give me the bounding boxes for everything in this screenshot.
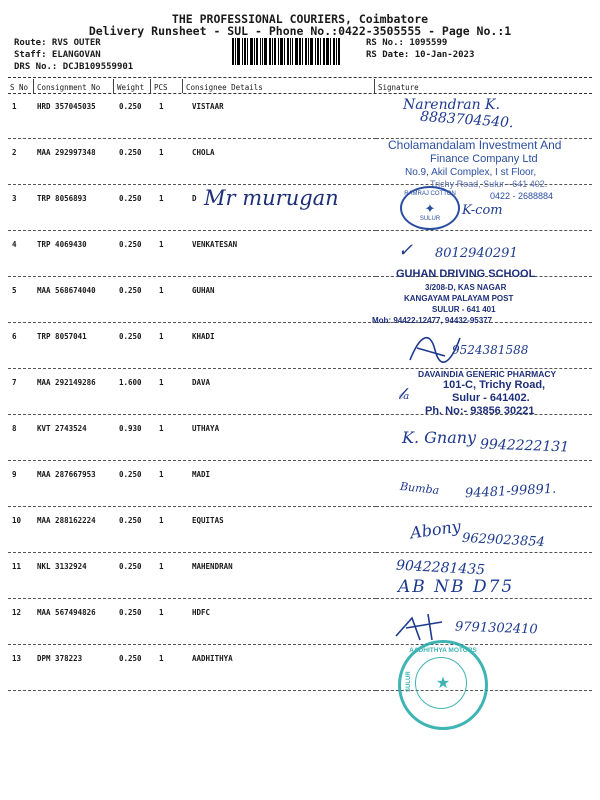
dava-stamp-line2: 101-C, Trichy Road, <box>443 379 546 391</box>
col-weight: Weight <box>117 83 145 92</box>
cell-consignee: KHADI <box>192 332 215 341</box>
dava-stamp-line4: Ph. No:- 93856 30221 <box>425 405 535 417</box>
chola-stamp-line1: Cholamandalam Investment And <box>388 138 562 152</box>
row-separator <box>8 276 376 277</box>
guhan-stamp-line4: SULUR - 641 401 <box>432 305 496 314</box>
cell-pcs: 1 <box>159 378 164 387</box>
row-separator <box>8 644 376 645</box>
row-separator <box>8 414 376 415</box>
handwritten-mark: ✓ <box>398 240 414 261</box>
signature-separator <box>376 506 592 507</box>
signature-separator <box>376 230 592 231</box>
header-divider <box>182 79 183 93</box>
handwritten-code: AB NB D75 <box>398 577 515 597</box>
cell-sno: 10 <box>12 516 22 525</box>
signature-separator <box>376 598 592 599</box>
dava-stamp-line3: Sulur - 641402. <box>452 392 530 404</box>
col-consignee: Consignee Details <box>186 83 263 92</box>
cell-weight: 0.250 <box>119 148 142 157</box>
cell-weight: 0.250 <box>119 470 142 479</box>
cell-sno: 2 <box>12 148 17 157</box>
cell-pcs: 1 <box>159 654 164 663</box>
row-separator <box>8 460 376 461</box>
handwritten-phone: 9629023854 <box>461 530 546 551</box>
ramraj-seal-bottom: SULUR <box>419 216 441 222</box>
signature-separator <box>376 552 592 553</box>
cell-consignment: TRP 8057041 <box>37 332 87 341</box>
handwritten-sign: K-com <box>462 203 503 218</box>
row-separator <box>8 138 376 139</box>
cell-consignment: TRP 8056893 <box>37 194 87 203</box>
cell-consignee: CHOLA <box>192 148 215 157</box>
cell-consignment: MAA 568674040 <box>37 286 96 295</box>
aadhithya-seal-text: AADHITHYA MOTORS <box>409 647 477 654</box>
handwritten-phone: 94481-99891. <box>464 481 557 502</box>
cell-pcs: 1 <box>159 332 164 341</box>
aadhithya-seal-star-icon: ★ <box>435 675 451 692</box>
chola-stamp-line3: No.9, Akil Complex, I st Floor, <box>405 167 537 178</box>
col-signature: Signature <box>378 83 419 92</box>
cell-sno: 9 <box>12 470 17 479</box>
handwritten-phone: 9942222131 <box>479 436 570 456</box>
dava-stamp-line1: DAVAINDIA GENERIC PHARMACY <box>418 369 557 379</box>
cell-consignee: D <box>192 194 197 203</box>
handwritten-mark: 𝓁ₐ <box>398 384 410 403</box>
cell-consignment: MAA 292149286 <box>37 378 96 387</box>
cell-consignment: KVT 2743524 <box>37 424 87 433</box>
cell-weight: 0.250 <box>119 286 142 295</box>
header-divider <box>113 79 114 93</box>
guhan-stamp-line5: Mob: 94422-12477, 94432-95377 <box>372 316 493 325</box>
col-consignment: Consignment No <box>37 83 101 92</box>
cell-pcs: 1 <box>159 148 164 157</box>
guhan-stamp-line2: 3/208-D, KAS NAGAR <box>425 283 507 292</box>
handwritten-sign: K. Gnany <box>402 428 477 447</box>
cell-sno: 4 <box>12 240 17 249</box>
cell-pcs: 1 <box>159 102 164 111</box>
cell-consignment: HRD 357045035 <box>37 102 96 111</box>
header-divider <box>150 79 151 93</box>
handwritten-sign: Abony <box>408 516 462 543</box>
cell-weight: 0.250 <box>119 102 142 111</box>
handwritten-phone: 9524381588 <box>452 343 529 357</box>
cell-sno: 6 <box>12 332 17 341</box>
row-separator <box>8 230 376 231</box>
handwritten-name: Mr murugan <box>204 186 339 210</box>
chola-stamp-line4: Trichy Road, Sulur - 641 402. <box>430 179 548 189</box>
row-separator <box>8 506 376 507</box>
cell-weight: 0.250 <box>119 562 142 571</box>
cell-consignment: DPM 378223 <box>37 654 83 663</box>
guhan-stamp-line3: KANGAYAM PALAYAM POST <box>404 294 514 303</box>
cell-consignment: MAA 567494826 <box>37 608 96 617</box>
cell-consignee: VISTAAR <box>192 102 224 111</box>
cell-weight: 1.600 <box>119 378 142 387</box>
barcode <box>232 38 360 65</box>
header-divider <box>374 79 375 93</box>
row-separator <box>8 184 376 185</box>
handwritten-phone: 8883704540. <box>419 108 514 132</box>
staff-label: Staff: ELANGOVAN <box>14 50 101 60</box>
cell-pcs: 1 <box>159 194 164 203</box>
cell-pcs: 1 <box>159 562 164 571</box>
signature-separator <box>376 460 592 461</box>
signature-scribble <box>392 610 452 644</box>
chola-stamp-line2: Finance Company Ltd <box>430 153 538 165</box>
chola-stamp-line5: 0422 - 2688884 <box>490 191 554 201</box>
cell-weight: 0.250 <box>119 240 142 249</box>
cell-consignment: MAA 292997348 <box>37 148 96 157</box>
cell-pcs: 1 <box>159 608 164 617</box>
header-divider <box>33 79 34 93</box>
cell-consignee: DAVA <box>192 378 211 387</box>
ramraj-seal-text: RAMRAJ COTTON <box>404 191 456 197</box>
cell-sno: 13 <box>12 654 22 663</box>
rs-date: RS Date: 10-Jan-2023 <box>366 50 475 60</box>
cell-sno: 11 <box>12 562 22 571</box>
handwritten-sign: Bumba <box>399 479 440 498</box>
cell-sno: 12 <box>12 608 22 617</box>
cell-sno: 1 <box>12 102 17 111</box>
cell-consignment: NKL 3132924 <box>37 562 87 571</box>
cell-consignee: MAHENDRAN <box>192 562 233 571</box>
cell-consignee: GUHAN <box>192 286 215 295</box>
cell-consignee: UTHAYA <box>192 424 220 433</box>
ramraj-logo-icon: ✦ <box>424 201 436 216</box>
cell-pcs: 1 <box>159 424 164 433</box>
cell-consignee: EQUITAS <box>192 516 224 525</box>
col-pcs: PCS <box>154 83 168 92</box>
handwritten-phone: 8012940291 <box>435 246 518 261</box>
cell-sno: 5 <box>12 286 17 295</box>
cell-sno: 3 <box>12 194 17 203</box>
cell-consignee: AADHITHYA <box>192 654 233 663</box>
cell-pcs: 1 <box>159 470 164 479</box>
cell-weight: 0.250 <box>119 194 142 203</box>
cell-consignment: TRP 4069430 <box>37 240 87 249</box>
cell-sno: 7 <box>12 378 17 387</box>
runsheet-title: Delivery Runsheet - SUL - Phone No.:0422-3505555 - Page No.:1 <box>88 24 512 38</box>
cell-sno: 8 <box>12 424 17 433</box>
row-separator <box>8 690 376 691</box>
col-sno: S No <box>10 83 29 92</box>
row-separator <box>8 322 376 323</box>
cell-pcs: 1 <box>159 516 164 525</box>
row-separator <box>8 552 376 553</box>
cell-weight: 0.250 <box>119 516 142 525</box>
drs-number: DRS No.: DCJB109559901 <box>14 62 134 72</box>
cell-consignee: HDFC <box>192 608 211 617</box>
handwritten-phone: 9042281435 <box>395 557 486 579</box>
row-separator <box>8 368 376 369</box>
handwritten-name: Narendran K. <box>403 97 500 113</box>
route-label: Route: RVS OUTER <box>14 38 101 48</box>
cell-consignment: MAA 287667953 <box>37 470 96 479</box>
cell-pcs: 1 <box>159 240 164 249</box>
rs-number: RS No.: 1095599 <box>366 38 448 48</box>
cell-pcs: 1 <box>159 286 164 295</box>
cell-weight: 0.250 <box>119 332 142 341</box>
cell-weight: 0.930 <box>119 424 142 433</box>
cell-consignee: VENKATESAN <box>192 240 238 249</box>
company-title: THE PROFESSIONAL COURIERS, Coimbatore <box>171 12 429 26</box>
handwritten-phone: 9791302410 <box>454 619 538 638</box>
table-row <box>0 646 600 692</box>
guhan-stamp-line1: GUHAN DRIVING SCHOOL <box>396 268 536 280</box>
ramraj-seal <box>400 186 460 230</box>
cell-consignment: MAA 288162224 <box>37 516 96 525</box>
header-rule-top <box>8 77 592 78</box>
row-separator <box>8 598 376 599</box>
cell-weight: 0.250 <box>119 608 142 617</box>
cell-weight: 0.250 <box>119 654 142 663</box>
cell-consignee: MADI <box>192 470 211 479</box>
aadhithya-seal <box>398 640 488 730</box>
aadhithya-seal-side: SULUR <box>406 671 412 692</box>
signature-separator <box>376 644 592 645</box>
